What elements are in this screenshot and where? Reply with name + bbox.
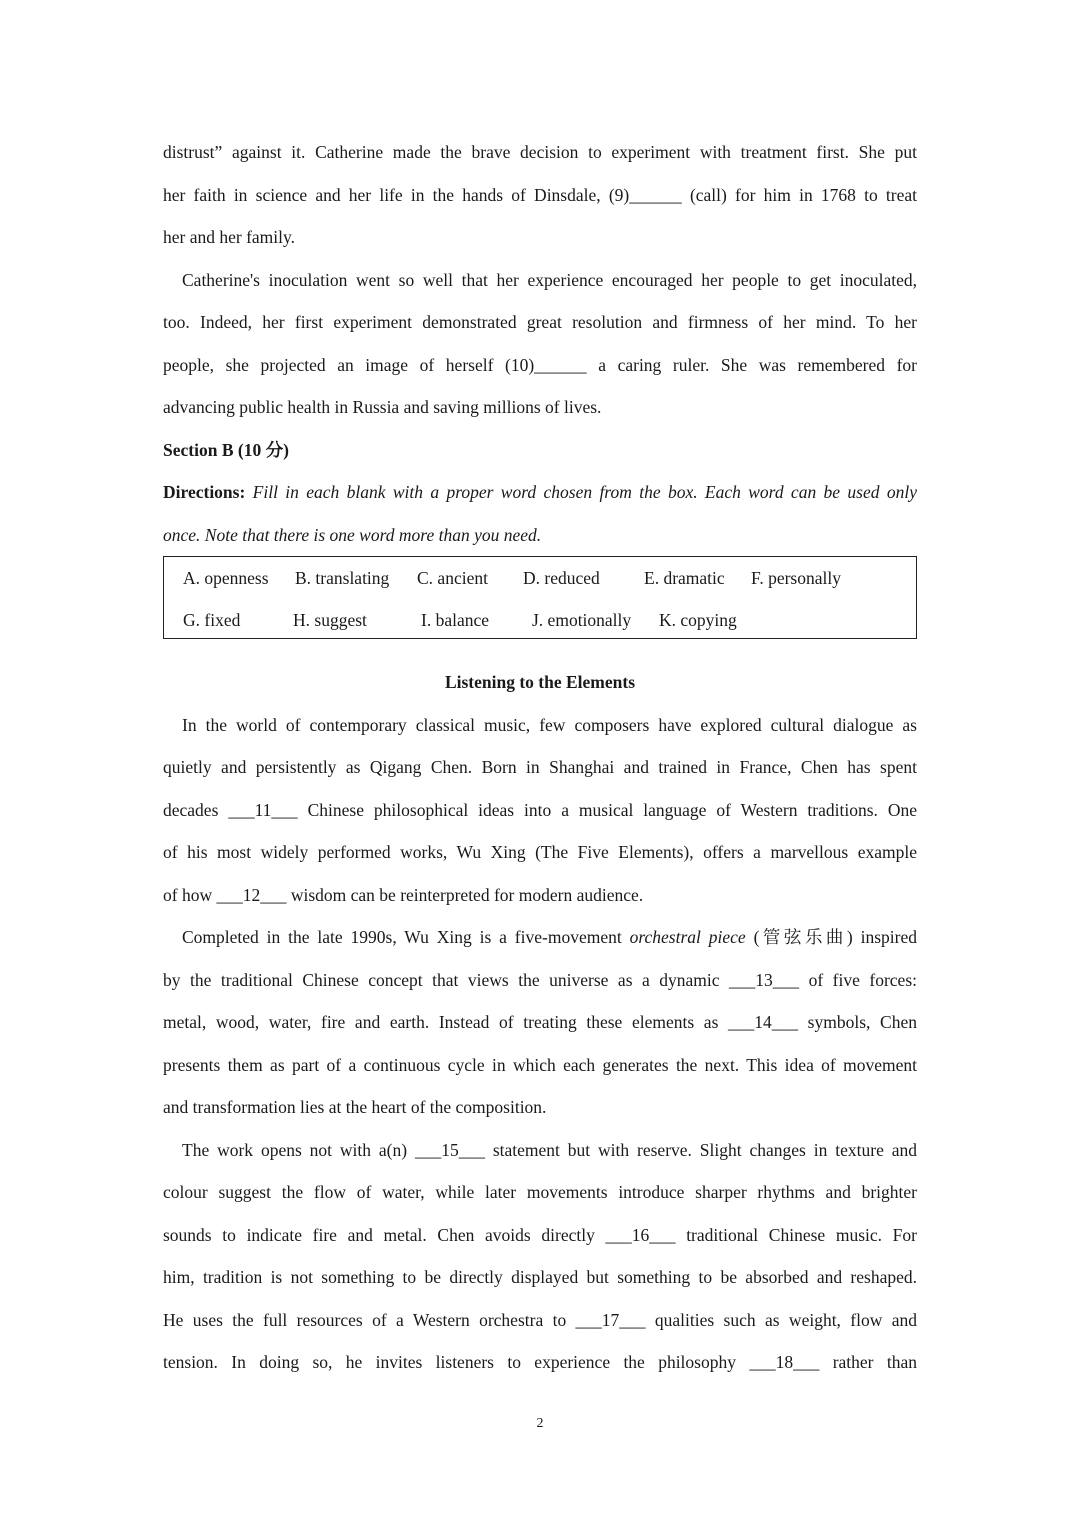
text-line: advancing public health in Russia and saving millions of lives. xyxy=(163,397,602,417)
text-line: by the traditional Chinese concept that views the universe as a dynamic ___13___ of five forces: xyxy=(163,969,917,990)
word-option: A. openness xyxy=(183,568,269,588)
text-line: of how ___12___ wisdom can be reinterpreted for modern audience. xyxy=(163,884,644,905)
directions-text: Fill in each blank with a proper word chosen from the box. Each word can be used only xyxy=(245,482,917,502)
directions-label: Directions: xyxy=(163,482,246,502)
text-line: of his most widely performed works, Wu Xing (The Five Elements), offers a marvellous example xyxy=(163,842,917,862)
text-line: people, she projected an image of herself (10)______ a caring ruler. She was remembered for xyxy=(163,354,917,375)
text-line: him, tradition is not something to be directly displayed but something to be absorbed and reshaped. xyxy=(163,1267,917,1287)
word-option: J. emotionally xyxy=(532,610,632,630)
text-line: presents them as part of a continuous cycle in which each generates the next. This idea of movement xyxy=(163,1054,917,1075)
word-option: F. personally xyxy=(751,568,841,588)
word-box-row xyxy=(164,599,916,641)
text-line: metal, wood, water, fire and earth. Instead of treating these elements as ___14___ symbols, Chen xyxy=(163,1012,917,1032)
text-line: tension. In doing so, he invites listeners to experience the philosophy ___18___ rather than xyxy=(163,1352,917,1372)
text-line: decades ___11___ Chinese philosophical ideas into a musical language of Western traditions. One xyxy=(163,799,917,820)
text-line: The work opens not with a(n) ___15___ statement but with reserve. Slight changes in texture and xyxy=(182,1139,917,1160)
spacer xyxy=(163,639,917,661)
text-fragment: (管弦乐曲) inspired xyxy=(745,927,917,947)
text-line: quietly and persistently as Qigang Chen. Born in Shanghai and trained in France, Chen has spent xyxy=(163,757,917,777)
word-option: D. reduced xyxy=(523,568,600,588)
article-title: Listening to the Elements xyxy=(444,672,636,692)
word-box xyxy=(163,556,917,639)
text-line: too. Indeed, her first experiment demonstrated great resolution and firmness of her mind. To her xyxy=(163,312,917,332)
word-option: K. copying xyxy=(659,610,737,630)
text-fragment: Completed in the late 1990s, Wu Xing is a five-movement xyxy=(182,927,630,947)
text-line: In the world of contemporary classical music, few composers have explored cultural dialogue as xyxy=(182,714,917,735)
text-line: sounds to indicate fire and metal. Chen avoids directly ___16___ traditional Chinese music. For xyxy=(163,1224,917,1245)
page-content xyxy=(163,131,917,1384)
text-line: her and her family. xyxy=(163,227,296,247)
text-line: distrust” against it. Catherine made the brave decision to experiment with treatment first. She put xyxy=(163,142,917,162)
section-heading: Section B (10 分) xyxy=(163,439,289,460)
word-option: G. fixed xyxy=(183,610,241,630)
word-option: I. balance xyxy=(421,610,490,630)
directions-line xyxy=(163,471,917,514)
text-line: Catherine's inoculation went so well that her experience encouraged her people to get inoculated, xyxy=(182,269,917,290)
word-option: C. ancient xyxy=(417,568,488,588)
directions-line: once. Note that there is one word more than you need. xyxy=(163,524,542,545)
italic-term: orchestral piece xyxy=(629,927,746,947)
word-option: E. dramatic xyxy=(644,568,725,588)
text-line: her faith in science and her life in the hands of Dinsdale, (9)______ (call) for him in 1768 to treat xyxy=(163,184,917,205)
text-line: colour suggest the flow of water, while later movements introduce sharper rhythms and brighter xyxy=(163,1182,917,1202)
page-number: 2 xyxy=(536,1416,544,1431)
text-line: He uses the full resources of a Western orchestra to ___17___ qualities such as weight, flow and xyxy=(163,1309,917,1330)
text-line xyxy=(163,916,917,959)
word-option: B. translating xyxy=(295,568,390,588)
word-option: H. suggest xyxy=(293,610,367,630)
text-line: and transformation lies at the heart of the composition. xyxy=(163,1097,547,1117)
word-box-row xyxy=(164,557,916,599)
